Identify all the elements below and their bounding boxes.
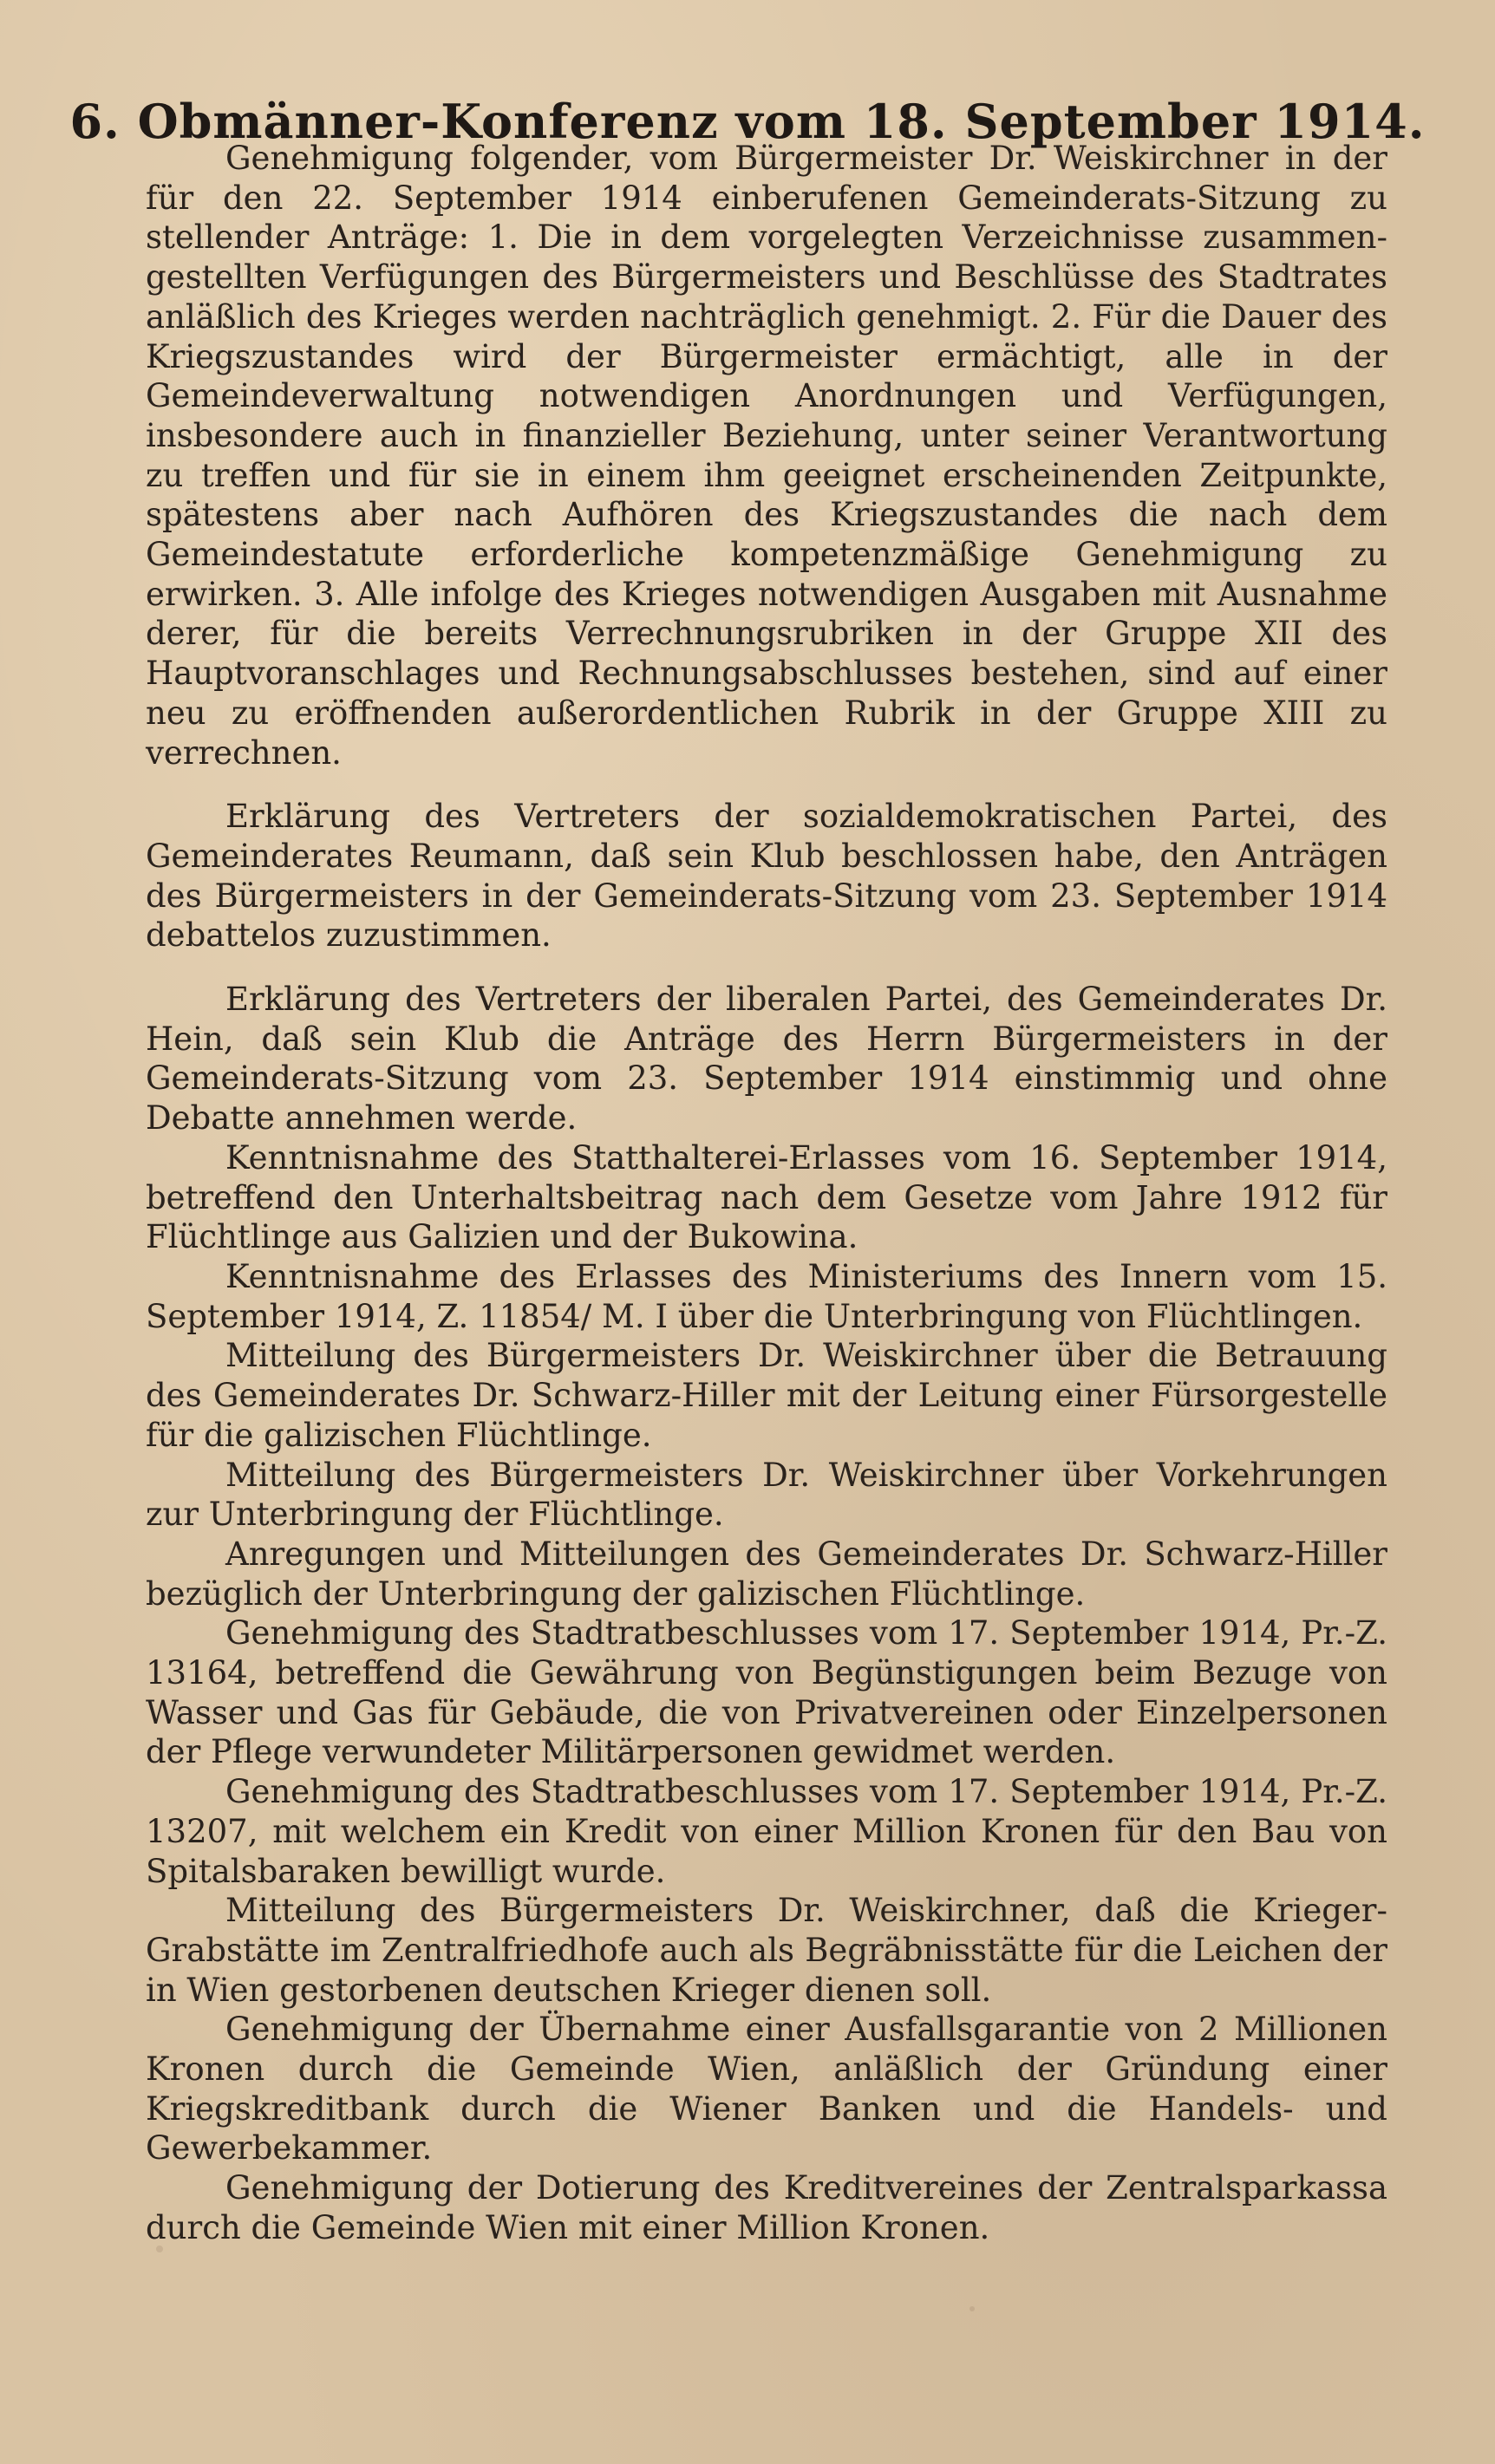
paragraph-ministerium-erlass: Kenntnisnahme des Erlasses des Ministeriums des Innern vom 15. September 1914, Z. 11854/ M. I über die Unterbringung von Flüchtlingen. xyxy=(146,1257,1387,1335)
paragraph-spitalsbaraken: Genehmigung des Stadtratbeschlusses vom 17. September 1914, Pr.-Z. 13207, mit welchem ein Kredit von einer Million Kronen für den Bau von Spitalsbaraken bewilligt wurde. xyxy=(146,1773,1387,1890)
paragraph-fuersorgestelle: Mitteilung des Bürgermeisters Dr. Weiskirchner über die Betrauung des Gemeinderates Dr. Schwarz-Hiller mit der Leitung einer Fürsorgestelle für die galizischen Flüchtlinge. xyxy=(146,1337,1387,1454)
page-title: 6. Obmänner-Konferenz vom 18. September 1914. xyxy=(69,94,1426,150)
paragraph-antraege: Genehmigung folgender, vom Bürgermeister Dr. Weiskirchner in der für den 22. September 1914 einberufenen Gemeinderats-Sitzung zu stellender Anträge: 1. Die in dem vorgelegten Verzeichnisse zusammen-gestellten Verfügungen des Bürgermeisters und Beschlüsse des Stadtrates anläßlich des Krieges werden nachträglich genehmigt. 2. Für die Dauer des Kriegszustandes wird der Bürgermeister ermächtigt, alle in der Gemeindeverwaltung notwendigen Anordnungen und Verfügungen, insbesondere auch in finanzieller Beziehung, unter seiner Verantwortung zu treffen und für sie in einem ihm geeignet erscheinenden Zeitpunkte, spätestens aber nach Aufhören des Kriegszustandes die nach dem Gemeindestatute erforderliche kompetenzmäßige Genehmigung zu erwirken. 3. Alle infolge des Krieges notwendigen Ausgaben mit Ausnahme derer, für die bereits Verrechnungsrubriken in der Gruppe XII des Hauptvoranschlages und Rechnungsabschlusses bestehen, sind auf einer neu zu eröffnenden außerordentlichen Rubrik in der Gruppe XIII zu verrechnen. xyxy=(146,140,1387,772)
paragraph-kriegergrabstaette: Mitteilung des Bürgermeisters Dr. Weiskirchner, daß die Krieger-Grabstätte im Zentralfriedhofe auch als Begräbnisstätte für die Leichen der in Wien gestorbenen deutschen Krieger dienen soll. xyxy=(146,1892,1387,2009)
paragraph-vorkehrungen: Mitteilung des Bürgermeisters Dr. Weiskirchner über Vorkehrungen zur Unterbringung der Flüchtlinge. xyxy=(146,1456,1387,1534)
paper-spot xyxy=(969,2306,975,2311)
paragraph-erklaerung-liberale: Erklärung des Vertreters der liberalen Partei, des Gemeinderates Dr. Hein, daß sein Klub die Anträge des Herrn Bürgermeisters in der Gemeinderats-Sitzung vom 23. September 1914 einstimmig und ohne Debatte annehmen werde. xyxy=(146,981,1387,1137)
paragraph-ausfallsgarantie: Genehmigung der Übernahme einer Ausfallsgarantie von 2 Millionen Kronen durch die Gemeinde Wien, anläßlich der Gründung einer Kriegskreditbank durch die Wiener Banken und die Handels- und Gewerbekammer. xyxy=(146,2011,1387,2167)
document-body xyxy=(146,139,1387,2248)
paragraph-statthalterei-erlass: Kenntnisnahme des Statthalterei-Erlasses vom 16. September 1914, betreffend den Unterhaltsbeitrag nach dem Gesetze vom Jahre 1912 für Flüchtlinge aus Galizien und der Bukowina. xyxy=(146,1138,1387,1256)
paragraph-dotierung: Genehmigung der Dotierung des Kreditvereines der Zentralsparkassa durch die Gemeinde Wien mit einer Million Kronen. xyxy=(146,2169,1387,2246)
paragraph-erklaerung-sozialdemokraten: Erklärung des Vertreters der sozialdemokratischen Partei, des Gemeinderates Reumann, daß sein Klub beschlossen habe, den Anträgen des Bürgermeisters in der Gemeinderats-Sitzung vom 23. September 1914 debattelos zuzustimmen. xyxy=(146,798,1387,955)
paragraph-wasser-gas: Genehmigung des Stadtratbeschlusses vom 17. September 1914, Pr.-Z. 13164, betreffend die Gewährung von Begünstigungen beim Bezuge von Wasser und Gas für Gebäude, die von Privatvereinen oder Einzelpersonen der Pflege verwundeter Militärpersonen gewidmet werden. xyxy=(146,1614,1387,1771)
paragraph-anregungen: Anregungen und Mitteilungen des Gemeinderates Dr. Schwarz-Hiller bezüglich der Unterbringung der galizischen Flüchtlinge. xyxy=(146,1535,1387,1613)
